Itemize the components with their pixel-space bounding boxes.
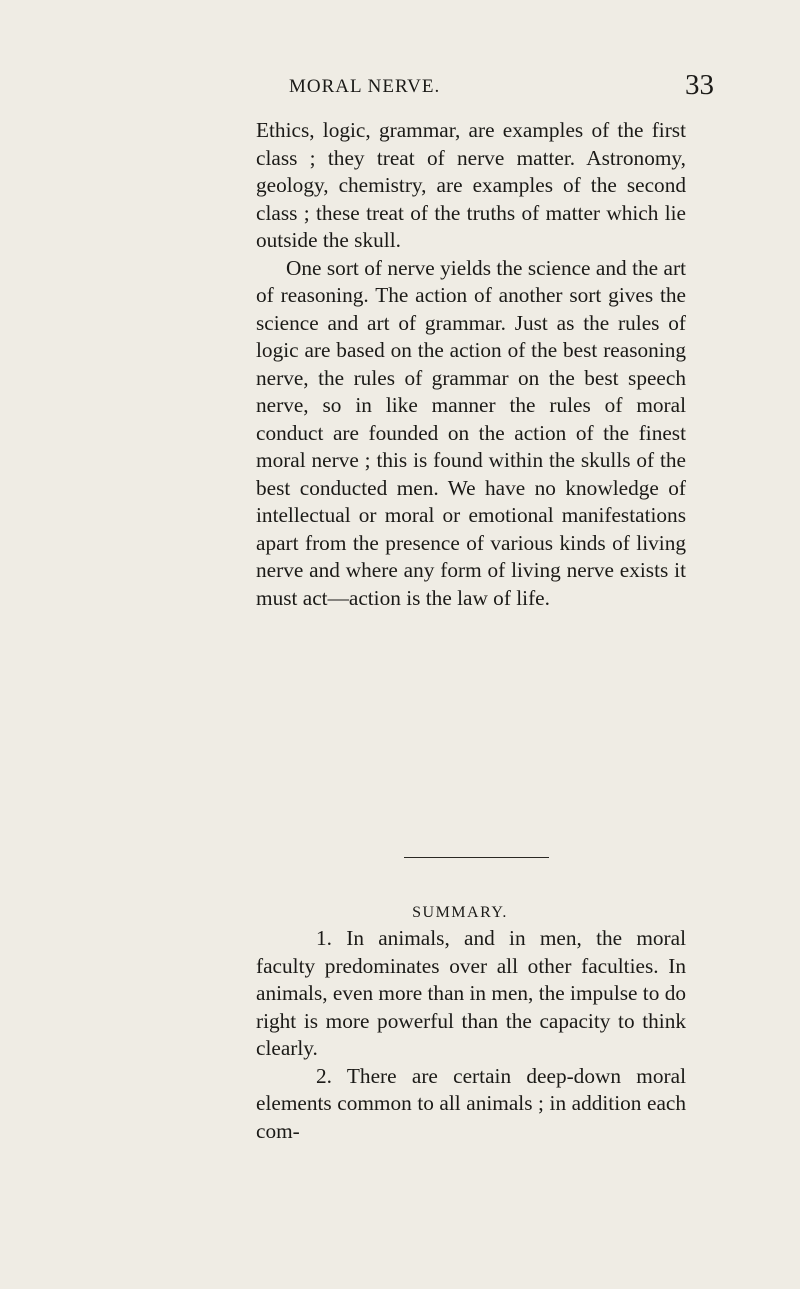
running-head [0,69,800,106]
page-number: 33 [685,69,714,101]
summary-list [256,925,686,1145]
summary-item-text: There are certain deep-down moral elements common to all animals ; in addition each com- [256,1063,686,1143]
summary-item [256,925,686,1063]
running-title: MORAL NERVE. [289,76,441,97]
summary-item-number: 2. [316,1063,332,1088]
section-divider [404,857,549,858]
paragraph: Ethics, logic, grammar, are examples of the first class ; they treat of nerve matter. Astronomy, geology, chemistry, are examples of the second class ; these treat of the truths of matter which lie outside the skull. [256,118,686,252]
summary-item-text: In animals, and in men, the moral faculty predominates over all other faculties. In animals, even more than in men, the impulse to do right is more powerful than the capacity to think clearly. [256,926,687,1060]
summary-item-number: 1. [316,926,332,950]
paragraph: One sort of nerve yields the science and the art of reasoning. The action of another sort gives the science and art of grammar. Just as the rules of logic are based on the action of the best reasoning nerve, the rules of grammar on the best speech nerve, so in like manner the rules of moral conduct are founded on the action of the finest moral nerve ; this is found within the skulls of the best conducted men. We have no knowledge of intellectual or moral or emotional manifestations apart from the presence of various kinds of living nerve and where any form of living nerve exists it must act—action is the law of life. [256,255,686,610]
main-text [256,117,686,612]
summary-heading: SUMMARY. [412,904,508,921]
summary-item [256,1063,686,1146]
